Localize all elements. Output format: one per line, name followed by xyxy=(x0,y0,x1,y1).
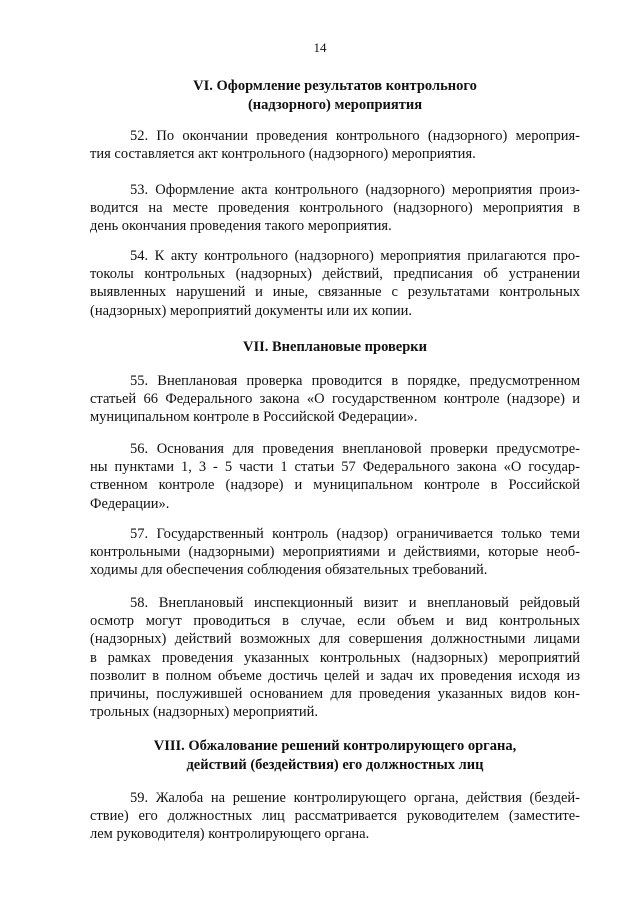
section-heading-vi xyxy=(90,77,580,115)
paragraph-line: 55. Внеплановая проверка проводится в порядке, предусмотренном xyxy=(130,373,580,389)
paragraph-line: Федерации». xyxy=(90,495,170,512)
paragraph-line: в рамках проведения указанных контрольных (надзорных) мероприятий xyxy=(90,649,580,666)
heading-line: VIII. Обжалование решений контролирующего органа, xyxy=(153,738,517,754)
paragraph-58 xyxy=(90,594,580,721)
paragraph-line: ходимы для обеспечения соблюдения обязательных требований. xyxy=(90,562,488,579)
paragraph-55 xyxy=(90,372,580,427)
paragraph-line: 53. Оформление акта контрольного (надзорного) мероприятия произ- xyxy=(130,182,580,198)
paragraph-line: 56. Основания для проведения внеплановой проверки предусмотре- xyxy=(130,441,580,457)
section-heading-vii xyxy=(90,338,580,357)
paragraph-line: водится на месте проведения контрольного (надзорного) мероприятия в xyxy=(90,200,580,217)
paragraph-line: 54. К акту контрольного (надзорного) мероприятия прилагаются про- xyxy=(130,248,580,264)
paragraph-line: контрольными (надзорными) мероприятиями и действиями, которые необ- xyxy=(90,544,580,561)
paragraph-56 xyxy=(90,440,580,513)
paragraph-53 xyxy=(90,181,580,236)
page-number: 14 xyxy=(313,40,327,55)
paragraph-line: 58. Внеплановый инспекционный визит и внеплановый рейдовый xyxy=(130,595,580,611)
paragraph-57 xyxy=(90,525,580,580)
paragraph-line: лем руководителя) контролирующего органа. xyxy=(90,826,370,843)
paragraph-line: позволит в полном объеме достичь целей и задач их проведения исходя из xyxy=(90,667,580,684)
paragraph-line: муниципальном контроле в Российской Федерации». xyxy=(90,409,418,426)
paragraph-line: 57. Государственный контроль (надзор) ограничивается только теми xyxy=(130,526,580,542)
paragraph-line: причины, послужившей основанием для проведения указанных видов кон- xyxy=(90,686,580,703)
paragraph-line: токолы контрольных (надзорных) действий, предписания об устранении xyxy=(90,266,580,283)
paragraph-line: выявленных нарушений и иные, связанные с результатами контрольных xyxy=(90,284,580,301)
paragraph-54 xyxy=(90,247,580,320)
paragraph-line: 59. Жалоба на решение контролирующего органа, действия (бездей- xyxy=(130,790,580,806)
paragraph-52 xyxy=(90,127,580,163)
section-heading-viii xyxy=(90,737,580,775)
heading-line: VI. Оформление результатов контрольного xyxy=(193,78,477,94)
heading-line: VII. Внеплановые проверки xyxy=(242,339,427,355)
paragraph-line: день окончания проведения такого мероприятия. xyxy=(90,218,392,235)
paragraph-line: осмотр могут проводиться в случае, если объем и вид контрольных xyxy=(90,613,580,630)
paragraph-line: (надзорных) действий возможных для совершения должностными лицами xyxy=(90,631,580,648)
paragraph-line: ственном контроле (надзоре) и муниципальном контроле в Российской xyxy=(90,477,580,494)
heading-line: (надзорного) мероприятия xyxy=(247,97,423,113)
paragraph-line: тия составляется акт контрольного (надзорного) мероприятия. xyxy=(90,146,476,163)
paragraph-line: статьей 66 Федерального закона «О государственном контроле (надзоре) и xyxy=(90,391,580,408)
heading-line: действий (бездействия) его должностных лиц xyxy=(186,757,484,773)
paragraph-line: трольных (надзорных) мероприятий. xyxy=(90,704,319,721)
paragraph-line: ствие) его должностных лиц рассматривается руководителем (заместите- xyxy=(90,808,580,825)
paragraph-line: (надзорных) мероприятий документы или их копии. xyxy=(90,302,413,319)
paragraph-line: ны пунктами 1, 3 - 5 части 1 статьи 57 Федерального закона «О государ- xyxy=(90,459,580,476)
paragraph-line: 52. По окончании проведения контрольного (надзорного) мероприя- xyxy=(130,128,580,144)
paragraph-59 xyxy=(90,789,580,844)
